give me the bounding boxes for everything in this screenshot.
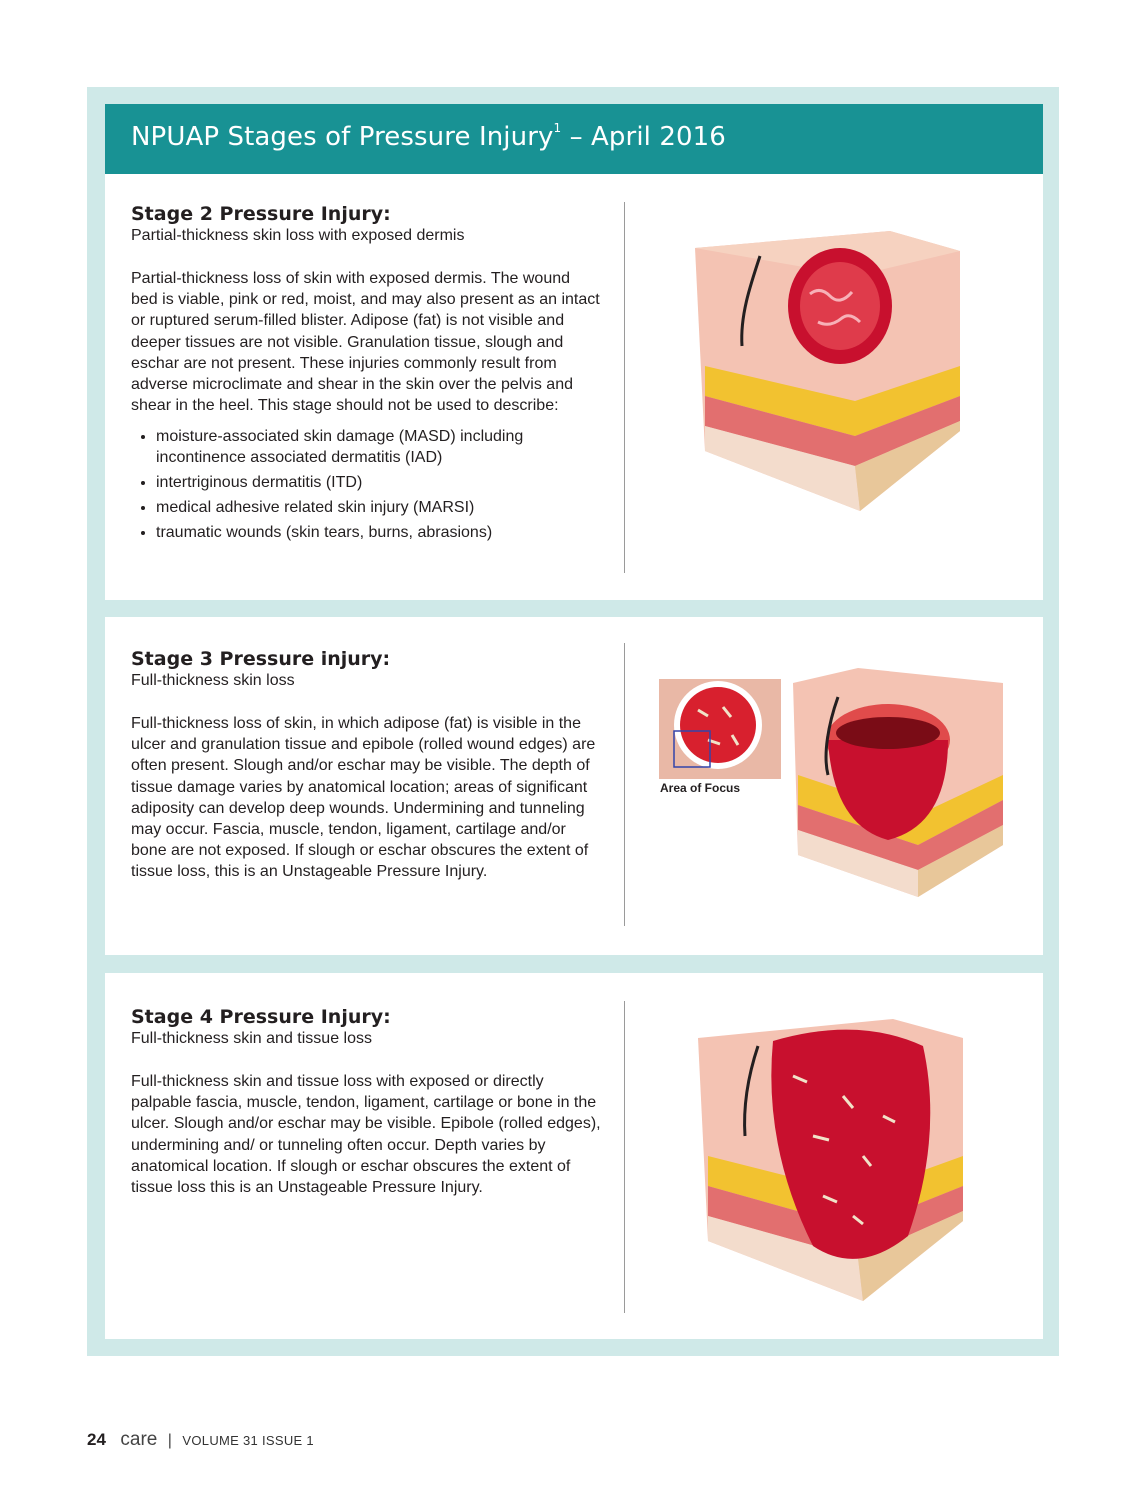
magazine-name: care [120,1429,158,1450]
page-header [105,104,1043,174]
list-item: • traumatic wounds (skin tears, burns, abrasions) [156,522,601,543]
stage-3-text [131,647,601,883]
area-of-focus-label: Area of Focus [660,781,741,795]
list-item: • moisture-associated skin damage (MASD) including incontinence associated dermatitis (IAD) [156,426,601,468]
stage-2-illustration [690,226,965,516]
stage-4-title: Stage 4 Pressure Injury: [131,1006,391,1028]
stage-4-text [131,1005,601,1198]
footnote-marker: 1 [553,121,562,135]
page-footer [87,1429,314,1451]
column-divider [624,1001,625,1313]
stage-2-description: Partial-thickness loss of skin with exposed dermis. The wound bed is viable, pink or red, moist, and may also present as an intact or ruptured serum-filled blister. Adipose (fat) is not visible and deeper tissues are not visible. Granulation tissue, slough and eschar are not present. These injuries commonly result from adverse microclimate and shear in the skin over the pelvis and shear in the heel. This stage should not be used to describe: [131,270,600,415]
stage-3-panel [105,617,1043,955]
stage-4-panel [105,973,1043,1339]
stage-2-subtitle: Partial-thickness skin loss with exposed dermis [131,227,465,244]
page-number: 24 [87,1430,106,1449]
stage-2-exclusions-list [131,426,601,543]
footer-separator: | [167,1432,172,1449]
stage-2-panel [105,174,1043,600]
stage-4-description: Full-thickness skin and tissue loss with exposed or directly palpable fascia, muscle, tendon, ligament, cartilage or bone in the ulcer. Slough and/or eschar may be visible. Epibole (rolled edges), undermining and/ or tunneling often occur. Depth varies by anatomical location. If slough or eschar obscures the extent of tissue loss this is an Unstageable Pressure Injury. [131,1073,601,1197]
column-divider [624,643,625,926]
list-item: • intertriginous dermatitis (ITD) [156,472,601,493]
stage-3-subtitle: Full-thickness skin loss [131,672,295,689]
stage-4-illustration [693,1016,968,1306]
stage-2-text [131,202,601,547]
stage-2-title: Stage 2 Pressure Injury: [131,203,391,225]
stage-4-subtitle: Full-thickness skin and tissue loss [131,1030,372,1047]
stage-3-description: Full-thickness loss of skin, in which adipose (fat) is visible in the ulcer and granulation tissue and epibole (rolled wound edges) are often present. Slough and/or eschar may be visible. The depth of tissue damage varies by anatomical location; areas of significant adiposity can develop deep wounds. Undermining and tunneling may occur. Fascia, muscle, tendon, ligament, cartilage and/or bone are not exposed. If slough or eschar obscures the extent of tissue loss, this is an Unstageable Pressure Injury. [131,715,596,881]
area-of-focus-label-box [658,777,788,799]
list-item: • medical adhesive related skin injury (MARSI) [156,497,601,518]
issue-info: VOLUME 31 ISSUE 1 [182,1433,314,1448]
stage-3-title: Stage 3 Pressure injury: [131,648,391,670]
column-divider [624,202,625,573]
page-title: NPUAP Stages of Pressure Injury$^1$ – April 2016 [131,121,726,152]
